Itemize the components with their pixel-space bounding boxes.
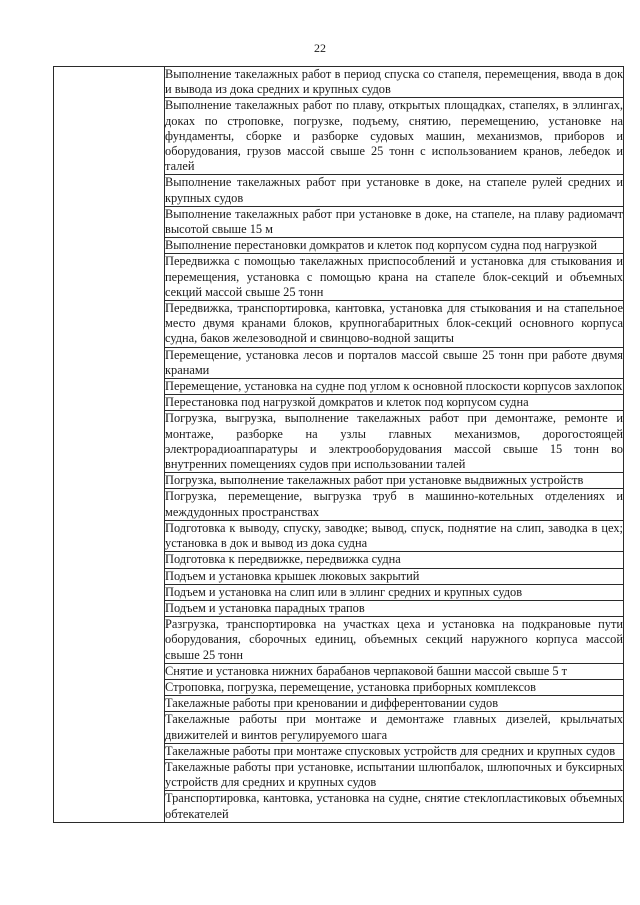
work-description-cell: Перемещение, установка на судне под углом к основной плоскости корпусов захлопок — [165, 379, 623, 394]
work-description-cell: Такелажные работы при монтаже спусковых устройств для средних и крупных судов — [165, 743, 624, 759]
work-description-cell: Выполнение такелажных работ при установке в доке, на стапеле, на плаву радиомачт высотой свыше 15 м — [165, 206, 623, 237]
work-description-cell: Передвижка, транспортировка, кантовка, установка для стыкования и на стапельное место двумя кранами блоков, крупногабаритных блок-секций основного корпуса судна, баков железоводной и свинцово-водной защиты — [165, 301, 623, 346]
work-description-cell: Выполнение такелажных работ в период спуска со стапеля, перемещения, ввода в док и вывода из дока средних и крупных судов — [165, 67, 623, 97]
work-description-cell: Снятие и установка нижних барабанов черпаковой башни массой свыше 5 т — [165, 663, 624, 679]
work-description-cell: Выполнение такелажных работ при установке в доке, на стапеле рулей средних и крупных судов — [165, 175, 623, 205]
work-description-cell: Транспортировка, кантовка, установка на судне, снятие стеклопластиковых объемных обтекателей — [165, 791, 623, 821]
work-description-cell: Перемещение, установка лесов и порталов массой свыше 25 тонн при работе двумя кранами — [165, 347, 623, 377]
work-description-cell: Подъем и установка парадных трапов — [165, 600, 624, 616]
work-description-cell: Такелажные работы при креновании и дифферентовании судов — [165, 696, 624, 712]
work-description-cell: Погрузка, выполнение такелажных работ при установке выдвижных устройств — [165, 473, 624, 489]
page-number: 22 — [314, 41, 326, 55]
work-description-cell: Перестановка под нагрузкой домкратов и клеток под корпусом судна — [165, 395, 624, 411]
work-description-cell: Подготовка к передвижке, передвижка судна — [165, 552, 624, 568]
work-description-cell: Такелажные работы при установке, испытании шлюпбалок, шлюпочных и буксирных устройств для средних и крупных судов — [165, 759, 623, 790]
work-description-cell: Погрузка, перемещение, выгрузка труб в машинно-котельных отделениях и междудонных пространствах — [165, 489, 623, 519]
work-description-cell: Подъем и установка на слип или в эллинг средних и крупных судов — [165, 584, 624, 600]
table-row — [54, 67, 624, 98]
work-description-cell: Выполнение перестановки домкратов и клеток под корпусом судна под нагрузкой — [165, 238, 624, 254]
work-description-cell: Выполнение такелажных работ по плаву, открытых площадках, стапелях, в эллингах, доках по строповке, погрузке, подъему, снятию, перемещению, установке на фундаменты, сборке и разборке судовых машин, механизмов, приборов и оборудования, грузов массой свыше 25 тонн с использованием кранов, лебедок и талей — [165, 98, 623, 174]
works-table — [53, 66, 624, 823]
work-description-cell: Передвижка с помощью такелажных приспособлений и установка для стыкования и перемещения, установка с помощью крана на стапеле блок-секций и объемных секций массой свыше 25 тонн — [165, 254, 623, 299]
work-description-cell: Такелажные работы при монтаже и демонтаже главных дизелей, крыльчатых движителей и винтов регулируемого шага — [165, 712, 623, 742]
work-description-cell: Подъем и установка крышек люковых закрытий — [165, 568, 624, 584]
work-description-cell: Подготовка к выводу, спуску, заводке; вывод, спуск, поднятие на слип, заводка в цех; установка в док и вывод из дока судна — [165, 520, 623, 551]
empty-left-cell — [54, 67, 165, 823]
work-description-cell: Строповка, погрузка, перемещение, установка приборных комплексов — [165, 679, 624, 695]
work-description-cell: Погрузка, выгрузка, выполнение такелажных работ при демонтаже, ремонте и монтаже, разборке на узлы главных механизмов, дорогостоящей электрорадиоаппаратуры и электрооборудования массой свыше 15 тонн во внутренних помещениях судов при использовании талей — [165, 411, 623, 472]
work-description-cell: Разгрузка, транспортировка на участках цеха и установка на подкрановые пути оборудования, сборочных единиц, объемных секций наружного корпуса массой свыше 25 тонн — [165, 617, 623, 662]
